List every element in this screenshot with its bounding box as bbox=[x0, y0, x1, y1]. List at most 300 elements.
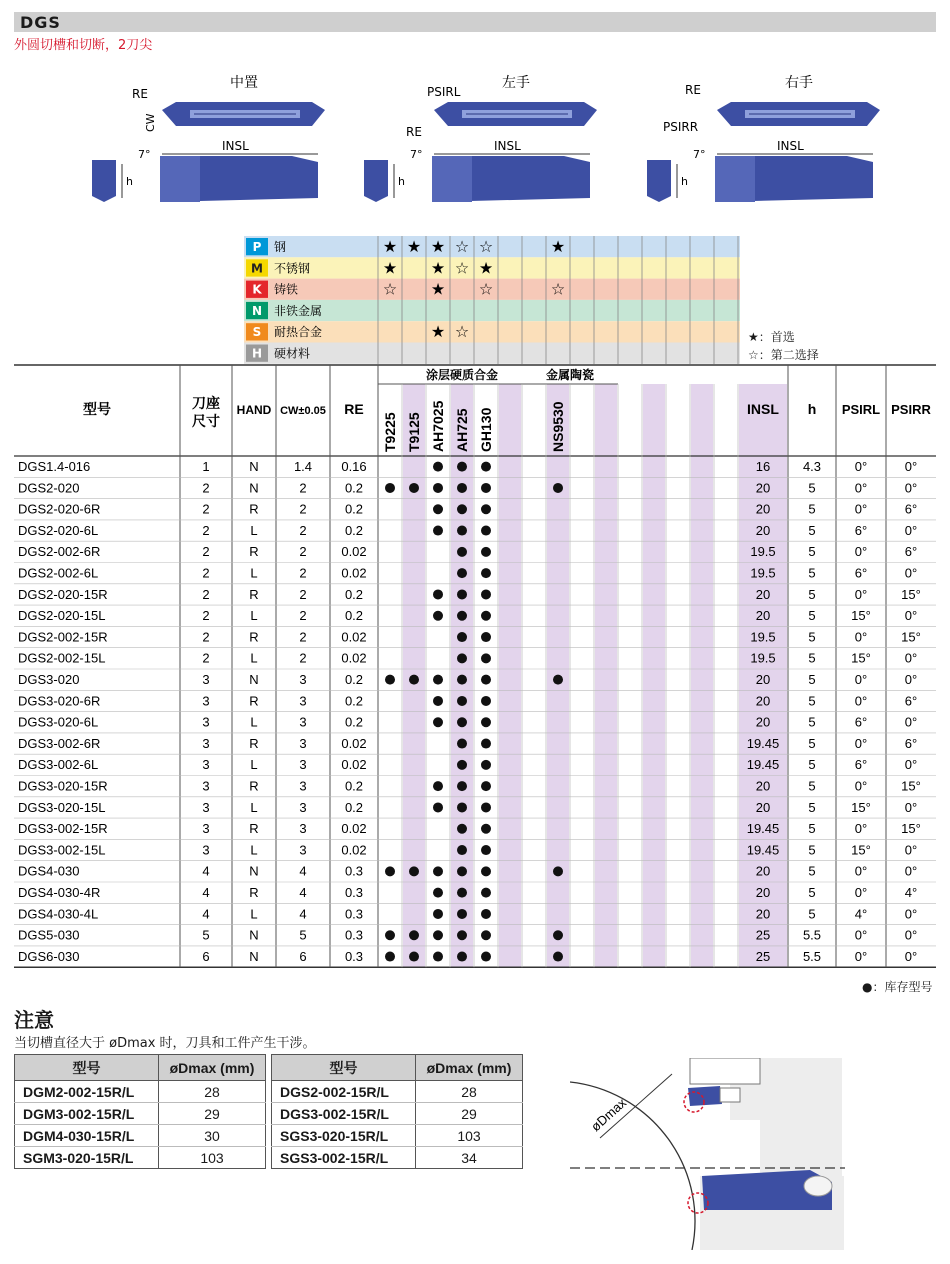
angle-label: 7° bbox=[138, 148, 151, 161]
material-mark: ☆ bbox=[454, 237, 470, 256]
dmax-model: SGM3-020-15R/L bbox=[15, 1147, 159, 1169]
cell-insl: 19.45 bbox=[746, 757, 780, 773]
cell-psirl: 6° bbox=[854, 757, 868, 773]
cell-model: DGS1.4-016 bbox=[18, 459, 91, 474]
stock-dot bbox=[457, 930, 467, 940]
cell-cw: 6 bbox=[299, 948, 307, 964]
cell-insl: 20 bbox=[755, 586, 771, 602]
dmax-row bbox=[272, 1081, 523, 1103]
insert-view bbox=[647, 75, 880, 202]
cell-re: 0.3 bbox=[344, 927, 364, 943]
stock-dot bbox=[457, 824, 467, 834]
stock-dot bbox=[481, 824, 491, 834]
dmax-value: 103 bbox=[159, 1147, 266, 1169]
grade-column-shade bbox=[595, 384, 617, 967]
cell-psirr: 0° bbox=[904, 650, 918, 666]
dmax-row bbox=[272, 1103, 523, 1125]
stock-dot bbox=[553, 866, 563, 876]
cell-model: DGS3-020-6R bbox=[18, 693, 101, 709]
cell-psirl: 0° bbox=[854, 927, 868, 943]
cell-model: DGS3-002-15L bbox=[18, 842, 106, 858]
stock-dot bbox=[433, 589, 443, 599]
cell-hand: L bbox=[250, 906, 258, 922]
cell-psirr: 0° bbox=[904, 842, 918, 858]
insert-side-shade bbox=[715, 156, 755, 202]
cell-psirl: 0° bbox=[854, 459, 868, 474]
cell-hand: L bbox=[250, 565, 258, 581]
stock-dot bbox=[481, 504, 491, 514]
stock-dot bbox=[433, 717, 443, 727]
material-name: 铸铁 bbox=[274, 282, 299, 297]
cell-holder: 3 bbox=[202, 842, 210, 858]
cell-holder: 2 bbox=[202, 544, 210, 560]
cell-holder: 4 bbox=[202, 863, 210, 879]
cell-cw: 3 bbox=[299, 757, 307, 773]
cell-insl: 19.45 bbox=[746, 735, 780, 751]
grade-label: T9225 bbox=[382, 412, 398, 452]
cell-psirl: 0° bbox=[854, 693, 868, 709]
stock-dot bbox=[433, 888, 443, 898]
cell-cw: 2 bbox=[299, 629, 307, 645]
material-mark: ☆ bbox=[550, 279, 566, 299]
cell-holder: 3 bbox=[202, 778, 210, 794]
stock-dot bbox=[457, 632, 467, 642]
cell-cw: 4 bbox=[299, 863, 307, 879]
cell-re: 0.2 bbox=[344, 799, 364, 815]
col-dmax: øDmax (mm) bbox=[416, 1055, 523, 1081]
cell-model: DGS6-030 bbox=[18, 948, 80, 964]
note-text: 当切槽直径大于 øDmax 时，刀具和工件产生干涉。 bbox=[14, 1036, 316, 1051]
stock-dot bbox=[481, 781, 491, 791]
cell-model: DGS3-002-6R bbox=[18, 735, 101, 751]
cell-re: 0.3 bbox=[344, 948, 364, 964]
stock-dot bbox=[481, 653, 491, 663]
grade-label: GH130 bbox=[478, 407, 494, 452]
stock-dot bbox=[553, 675, 563, 685]
cell-psirl: 15° bbox=[851, 608, 871, 624]
material-code: K bbox=[252, 282, 262, 297]
dmax-row bbox=[272, 1147, 523, 1169]
cell-hand: L bbox=[250, 522, 258, 538]
cell-psirr: 15° bbox=[901, 586, 921, 602]
stock-dot bbox=[553, 483, 563, 493]
cell-hand: L bbox=[250, 757, 258, 773]
cell-h: 5 bbox=[808, 799, 816, 815]
material-mark: ★ bbox=[430, 322, 446, 342]
header-model: 型号 bbox=[83, 401, 111, 417]
cell-psirl: 0° bbox=[854, 735, 868, 751]
cell-holder: 5 bbox=[202, 927, 210, 943]
cell-re: 0.2 bbox=[344, 501, 364, 517]
stock-dot bbox=[433, 952, 443, 962]
stock-legend: ●：库存型号 bbox=[862, 980, 933, 994]
cell-holder: 4 bbox=[202, 906, 210, 922]
insert-view bbox=[92, 74, 325, 202]
stock-dot bbox=[457, 568, 467, 578]
stock-dot bbox=[457, 952, 467, 962]
cell-psirr: 6° bbox=[904, 693, 918, 709]
cell-holder: 3 bbox=[202, 714, 210, 730]
cell-insl: 20 bbox=[755, 778, 771, 794]
stock-dot bbox=[481, 866, 491, 876]
view-title: 中置 bbox=[230, 75, 258, 91]
cell-h: 5 bbox=[808, 693, 816, 709]
cell-psirr: 0° bbox=[904, 480, 918, 496]
insert-end-view bbox=[364, 160, 388, 202]
material-mark: ★ bbox=[478, 258, 494, 278]
grade-label: AH725 bbox=[454, 408, 470, 452]
cell-psirl: 4° bbox=[854, 906, 868, 922]
stock-dot bbox=[457, 909, 467, 919]
cell-psirl: 0° bbox=[854, 544, 868, 560]
stock-dot bbox=[481, 568, 491, 578]
cell-re: 0.02 bbox=[341, 757, 367, 773]
cell-model: DGS3-002-6L bbox=[18, 757, 99, 773]
cell-hand: R bbox=[249, 693, 259, 709]
cell-h: 5 bbox=[808, 565, 816, 581]
cell-holder: 3 bbox=[202, 757, 210, 773]
legend-second: ☆：第二选择 bbox=[748, 348, 819, 362]
stock-dot bbox=[481, 909, 491, 919]
col-model: 型号 bbox=[272, 1055, 416, 1081]
dmax-table-left bbox=[14, 1054, 266, 1169]
dmax-row bbox=[15, 1103, 266, 1125]
dmax-model: DGM2-002-15R/L bbox=[15, 1081, 159, 1103]
stock-dot bbox=[553, 930, 563, 940]
cell-hand: L bbox=[250, 608, 258, 624]
cell-model: DGS2-020-6R bbox=[18, 501, 101, 517]
section-title: DGS bbox=[20, 13, 61, 32]
cell-re: 0.2 bbox=[344, 608, 364, 624]
cell-psirl: 0° bbox=[854, 778, 868, 794]
material-band bbox=[244, 343, 740, 364]
cell-psirl: 6° bbox=[854, 714, 868, 730]
cell-h: 5 bbox=[808, 608, 816, 624]
cell-h: 5 bbox=[808, 480, 816, 496]
cell-holder: 2 bbox=[202, 608, 210, 624]
stock-dot bbox=[457, 802, 467, 812]
cell-insl: 20 bbox=[755, 799, 771, 815]
grade-label: AH7025 bbox=[430, 400, 446, 452]
cell-hand: L bbox=[250, 650, 258, 666]
header-hand: HAND bbox=[236, 403, 272, 417]
material-name: 非铁金属 bbox=[274, 303, 323, 318]
grade-label: T9125 bbox=[406, 412, 422, 452]
cell-holder: 2 bbox=[202, 629, 210, 645]
cell-re: 0.2 bbox=[344, 693, 364, 709]
section-header bbox=[14, 12, 936, 32]
stock-dot bbox=[457, 462, 467, 472]
stock-dot bbox=[481, 696, 491, 706]
grade-column-shade bbox=[691, 384, 713, 967]
tool-holder bbox=[690, 1058, 760, 1084]
stock-dot bbox=[481, 760, 491, 770]
cell-psirr: 6° bbox=[904, 544, 918, 560]
cell-holder: 2 bbox=[202, 501, 210, 517]
material-mark: ★ bbox=[430, 237, 446, 256]
dmax-model: SGS3-002-15R/L bbox=[272, 1147, 416, 1169]
cell-h: 5.5 bbox=[802, 948, 822, 964]
angle-label: 7° bbox=[410, 148, 423, 161]
cell-insl: 20 bbox=[755, 501, 771, 517]
stock-dot bbox=[457, 866, 467, 876]
header-psirr: PSIRR bbox=[891, 402, 931, 417]
material-mark: ☆ bbox=[478, 237, 494, 256]
cell-psirr: 0° bbox=[904, 608, 918, 624]
dmax-row bbox=[272, 1125, 523, 1147]
cell-psirl: 6° bbox=[854, 522, 868, 538]
material-name: 耐热合金 bbox=[274, 325, 323, 340]
cell-psirr: 0° bbox=[904, 522, 918, 538]
re-label: RE bbox=[406, 125, 422, 139]
note-title: 注意 bbox=[14, 1008, 54, 1032]
material-matrix bbox=[244, 236, 740, 364]
cell-re: 0.2 bbox=[344, 778, 364, 794]
cell-holder: 2 bbox=[202, 650, 210, 666]
cell-cw: 3 bbox=[299, 799, 307, 815]
cell-h: 5 bbox=[808, 906, 816, 922]
stock-dot bbox=[433, 504, 443, 514]
material-mark: ★ bbox=[382, 237, 398, 256]
stock-dot bbox=[481, 802, 491, 812]
cell-psirr: 6° bbox=[904, 735, 918, 751]
spec-table bbox=[14, 364, 936, 970]
cell-hand: N bbox=[249, 672, 259, 687]
cell-psirl: 0° bbox=[854, 821, 868, 837]
cell-hand: L bbox=[250, 714, 258, 730]
cell-cw: 2 bbox=[299, 522, 307, 538]
stock-dot bbox=[481, 930, 491, 940]
psir-label: PSIRR bbox=[663, 120, 699, 134]
cell-model: DGS4-030-4L bbox=[18, 906, 99, 922]
cell-cw: 2 bbox=[299, 586, 307, 602]
cell-cw: 4 bbox=[299, 906, 307, 922]
material-mark: ★ bbox=[406, 237, 422, 256]
cell-insl: 20 bbox=[755, 608, 771, 624]
cell-psirl: 0° bbox=[854, 885, 868, 900]
col-model: 型号 bbox=[15, 1055, 159, 1081]
cell-insl: 19.45 bbox=[746, 842, 780, 858]
insl-label: INSL bbox=[222, 139, 249, 153]
material-mark: ☆ bbox=[382, 279, 398, 299]
cell-psirl: 0° bbox=[854, 672, 868, 687]
cell-hand: R bbox=[249, 544, 259, 560]
cell-re: 0.2 bbox=[344, 672, 364, 687]
cell-cw: 2 bbox=[299, 544, 307, 560]
header-psirl: PSIRL bbox=[841, 402, 881, 417]
cell-hand: L bbox=[250, 799, 258, 815]
stock-dot bbox=[481, 589, 491, 599]
dmax-table-right bbox=[271, 1054, 523, 1169]
cell-hand: N bbox=[249, 948, 259, 964]
dmax-row bbox=[15, 1125, 266, 1147]
stock-dot bbox=[481, 845, 491, 855]
cell-holder: 6 bbox=[202, 948, 210, 964]
stock-dot bbox=[481, 739, 491, 749]
stock-dot bbox=[433, 866, 443, 876]
cell-hand: N bbox=[249, 480, 259, 496]
cell-psirr: 15° bbox=[901, 778, 921, 794]
dmax-value: 28 bbox=[159, 1081, 266, 1103]
cell-cw: 5 bbox=[299, 927, 307, 943]
machine-body bbox=[760, 1058, 842, 1178]
stock-dot bbox=[481, 717, 491, 727]
cell-re: 0.2 bbox=[344, 480, 364, 496]
material-code: H bbox=[251, 346, 263, 361]
cell-psirl: 15° bbox=[851, 799, 871, 815]
legend-preferred: ★：首选 bbox=[748, 330, 795, 344]
material-mark: ★ bbox=[550, 237, 566, 256]
stock-dot bbox=[385, 952, 395, 962]
cell-re: 0.02 bbox=[341, 650, 367, 666]
cell-h: 5 bbox=[808, 714, 816, 730]
cell-hand: R bbox=[249, 586, 259, 602]
cell-psirr: 15° bbox=[901, 629, 921, 645]
cell-insl: 19.5 bbox=[750, 650, 776, 666]
view-title: 右手 bbox=[785, 75, 813, 91]
cell-insl: 19.5 bbox=[750, 629, 776, 645]
material-code: M bbox=[251, 261, 263, 276]
cell-re: 0.02 bbox=[341, 735, 367, 751]
grade-column-shade bbox=[499, 384, 521, 967]
cell-re: 0.02 bbox=[341, 842, 367, 858]
stock-dot bbox=[433, 462, 443, 472]
cell-insl: 25 bbox=[755, 948, 771, 964]
stock-dot bbox=[481, 483, 491, 493]
stock-dot bbox=[457, 653, 467, 663]
cell-model: DGS2-020-15L bbox=[18, 608, 106, 624]
cell-model: DGS5-030 bbox=[18, 927, 80, 943]
cell-psirr: 0° bbox=[904, 714, 918, 730]
col-dmax: øDmax (mm) bbox=[159, 1055, 266, 1081]
dmax-model: SGS3-020-15R/L bbox=[272, 1125, 416, 1147]
view-title: 左手 bbox=[502, 75, 530, 91]
cell-cw: 2 bbox=[299, 480, 307, 496]
stock-dot bbox=[385, 866, 395, 876]
cell-model: DGS2-020-6L bbox=[18, 522, 99, 538]
workpiece-arc bbox=[570, 1082, 695, 1250]
cell-model: DGS2-002-15L bbox=[18, 650, 106, 666]
stock-dot bbox=[457, 739, 467, 749]
material-mark: ★ bbox=[430, 258, 446, 278]
cell-psirr: 0° bbox=[904, 757, 918, 773]
cw-label: CW bbox=[144, 113, 157, 132]
cell-re: 0.3 bbox=[344, 906, 364, 922]
material-mark: ★ bbox=[382, 258, 398, 278]
header-group-cermet: 金属陶瓷 bbox=[545, 368, 595, 382]
material-name: 钢 bbox=[274, 240, 287, 254]
cell-holder: 3 bbox=[202, 799, 210, 815]
cell-insl: 19.5 bbox=[750, 544, 776, 560]
cell-h: 5 bbox=[808, 757, 816, 773]
cell-h: 5 bbox=[808, 544, 816, 560]
material-code: N bbox=[251, 303, 263, 318]
cell-re: 0.2 bbox=[344, 522, 364, 538]
cell-hand: N bbox=[249, 863, 259, 879]
cell-psirl: 15° bbox=[851, 650, 871, 666]
cell-psirr: 0° bbox=[904, 799, 918, 815]
cell-model: DGS3-020-15R bbox=[18, 778, 108, 794]
header-cw: CW±0.05 bbox=[280, 405, 326, 417]
dmax-diagram bbox=[570, 1058, 845, 1250]
cell-insl: 20 bbox=[755, 906, 771, 922]
header-group-coated: 涂层硬质合金 bbox=[425, 368, 499, 382]
stock-dot bbox=[457, 504, 467, 514]
insert-diagrams bbox=[0, 60, 950, 220]
dmax-value: 30 bbox=[159, 1125, 266, 1147]
cell-model: DGS3-020 bbox=[18, 672, 80, 687]
cell-re: 0.02 bbox=[341, 544, 367, 560]
stock-dot bbox=[409, 675, 419, 685]
stock-dot bbox=[457, 760, 467, 770]
cell-re: 0.02 bbox=[341, 565, 367, 581]
cell-cw: 3 bbox=[299, 821, 307, 837]
cell-insl: 20 bbox=[755, 863, 771, 879]
cell-re: 0.2 bbox=[344, 586, 364, 602]
grade-column-shade bbox=[643, 384, 665, 967]
cell-cw: 3 bbox=[299, 693, 307, 709]
header-holder: 尺寸 bbox=[192, 413, 220, 429]
cell-insl: 19.45 bbox=[746, 821, 780, 837]
cell-holder: 1 bbox=[202, 459, 210, 474]
material-code: S bbox=[252, 325, 262, 340]
insert-side-shade bbox=[432, 156, 472, 202]
cell-hand: R bbox=[249, 501, 259, 517]
cell-hand: R bbox=[249, 629, 259, 645]
insert-side-shade bbox=[160, 156, 200, 202]
cell-model: DGS3-020-15L bbox=[18, 799, 106, 815]
cell-h: 5 bbox=[808, 885, 816, 900]
cell-psirl: 6° bbox=[854, 565, 868, 581]
stock-dot bbox=[457, 547, 467, 557]
cell-h: 5 bbox=[808, 778, 816, 794]
cell-h: 4.3 bbox=[802, 459, 822, 474]
cell-model: DGS4-030 bbox=[18, 863, 80, 879]
cell-h: 5 bbox=[808, 586, 816, 602]
stock-dot bbox=[433, 483, 443, 493]
cell-model: DGS2-002-6L bbox=[18, 565, 99, 581]
stock-dot bbox=[433, 781, 443, 791]
cell-cw: 1.4 bbox=[293, 459, 313, 474]
cell-psirr: 0° bbox=[904, 863, 918, 879]
h-label: h bbox=[398, 175, 405, 188]
stock-dot bbox=[481, 462, 491, 472]
re-label: RE bbox=[685, 83, 701, 97]
dmax-row bbox=[15, 1147, 266, 1169]
stock-dot bbox=[481, 888, 491, 898]
cell-psirl: 0° bbox=[854, 948, 868, 964]
cell-re: 0.16 bbox=[341, 459, 367, 474]
cell-cw: 2 bbox=[299, 565, 307, 581]
cell-psirr: 4° bbox=[904, 885, 918, 900]
cell-re: 0.3 bbox=[344, 885, 364, 900]
material-name: 不锈钢 bbox=[274, 261, 311, 276]
cell-cw: 3 bbox=[299, 672, 307, 687]
cell-insl: 20 bbox=[755, 885, 771, 900]
dmax-value: 29 bbox=[159, 1103, 266, 1125]
cell-psirl: 0° bbox=[854, 501, 868, 517]
cell-hand: N bbox=[249, 927, 259, 943]
header-h: h bbox=[807, 401, 817, 417]
stock-dot bbox=[553, 952, 563, 962]
cell-cw: 3 bbox=[299, 778, 307, 794]
cell-cw: 2 bbox=[299, 501, 307, 517]
header-holder: 刀座 bbox=[192, 395, 220, 411]
insl-label: INSL bbox=[777, 139, 804, 153]
cell-h: 5 bbox=[808, 650, 816, 666]
cell-holder: 3 bbox=[202, 821, 210, 837]
cell-insl: 20 bbox=[755, 714, 771, 730]
